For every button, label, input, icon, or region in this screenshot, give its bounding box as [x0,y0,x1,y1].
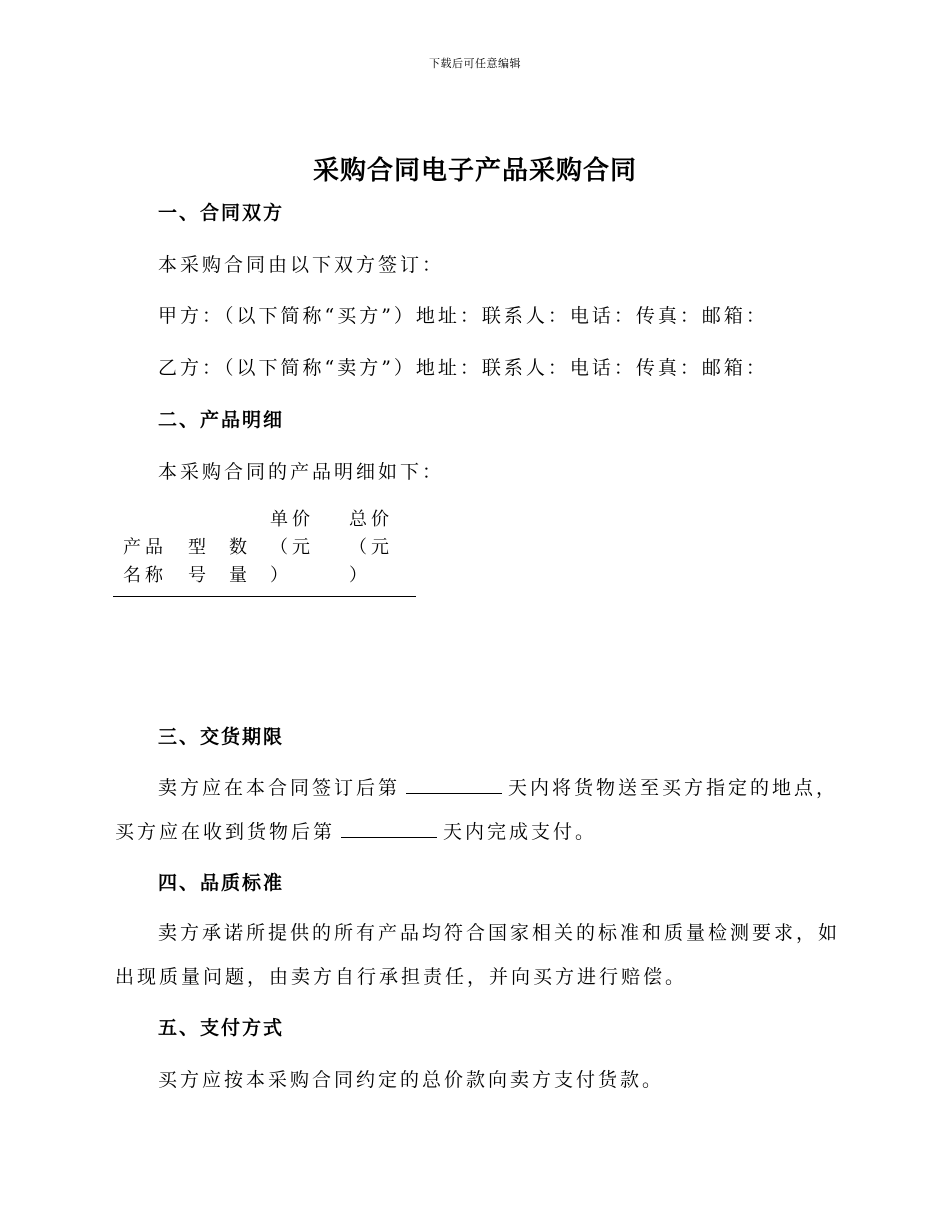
delivery-days-blank [406,775,502,794]
section-2-heading: 二、产品明细 [158,409,285,431]
party-b-line: 乙方：（以下简称“卖方”）地址：联系人：电话：传真：邮箱： [158,357,768,379]
document-title: 采购合同电子产品采购合同 [312,156,637,186]
section-3-line-1-part-b: 天内将货物送至买方指定的地点， [508,777,839,799]
table-header-unit-price: 单价 （元 ） [270,509,314,586]
section-3-line-1 [158,773,838,800]
section-5-line-1: 买方应按本采购合同约定的总价款向卖方支付货款。 [158,1069,665,1091]
party-a-line: 甲方：（以下简称“买方”）地址：联系人：电话：传真：邮箱： [158,305,768,327]
table-header-total-price: 总价 （元 ） [349,509,393,586]
section-4-line-1: 卖方承诺所提供的所有产品均符合国家相关的标准和质量检测要求，如 [158,922,841,944]
payment-days-blank [341,819,437,838]
section-3-line-2-part-b: 天内完成支付。 [443,821,598,843]
table-header-quantity: 数 量 [229,537,251,586]
section-3-line-2 [115,817,597,844]
header-note: 下载后可任意编辑 [429,57,521,70]
section-5-heading: 五、支付方式 [158,1017,285,1039]
section-1-intro: 本采购合同由以下双方签订： [158,254,445,276]
section-4-heading: 四、品质标准 [158,872,285,894]
product-table [113,510,416,597]
table-header-model: 型 号 [188,537,210,586]
section-3-heading: 三、交货期限 [158,726,285,748]
section-4-line-2: 出现质量问题，由卖方自行承担责任，并向买方进行赔偿。 [115,966,688,988]
section-2-intro: 本采购合同的产品明细如下： [158,461,445,483]
section-3-line-2-part-a: 买方应在收到货物后第 [115,821,336,843]
section-3-line-1-part-a: 卖方应在本合同签订后第 [158,777,401,799]
table-header-product-name: 产品 名称 [123,537,167,586]
section-1-heading: 一、合同双方 [158,202,285,224]
